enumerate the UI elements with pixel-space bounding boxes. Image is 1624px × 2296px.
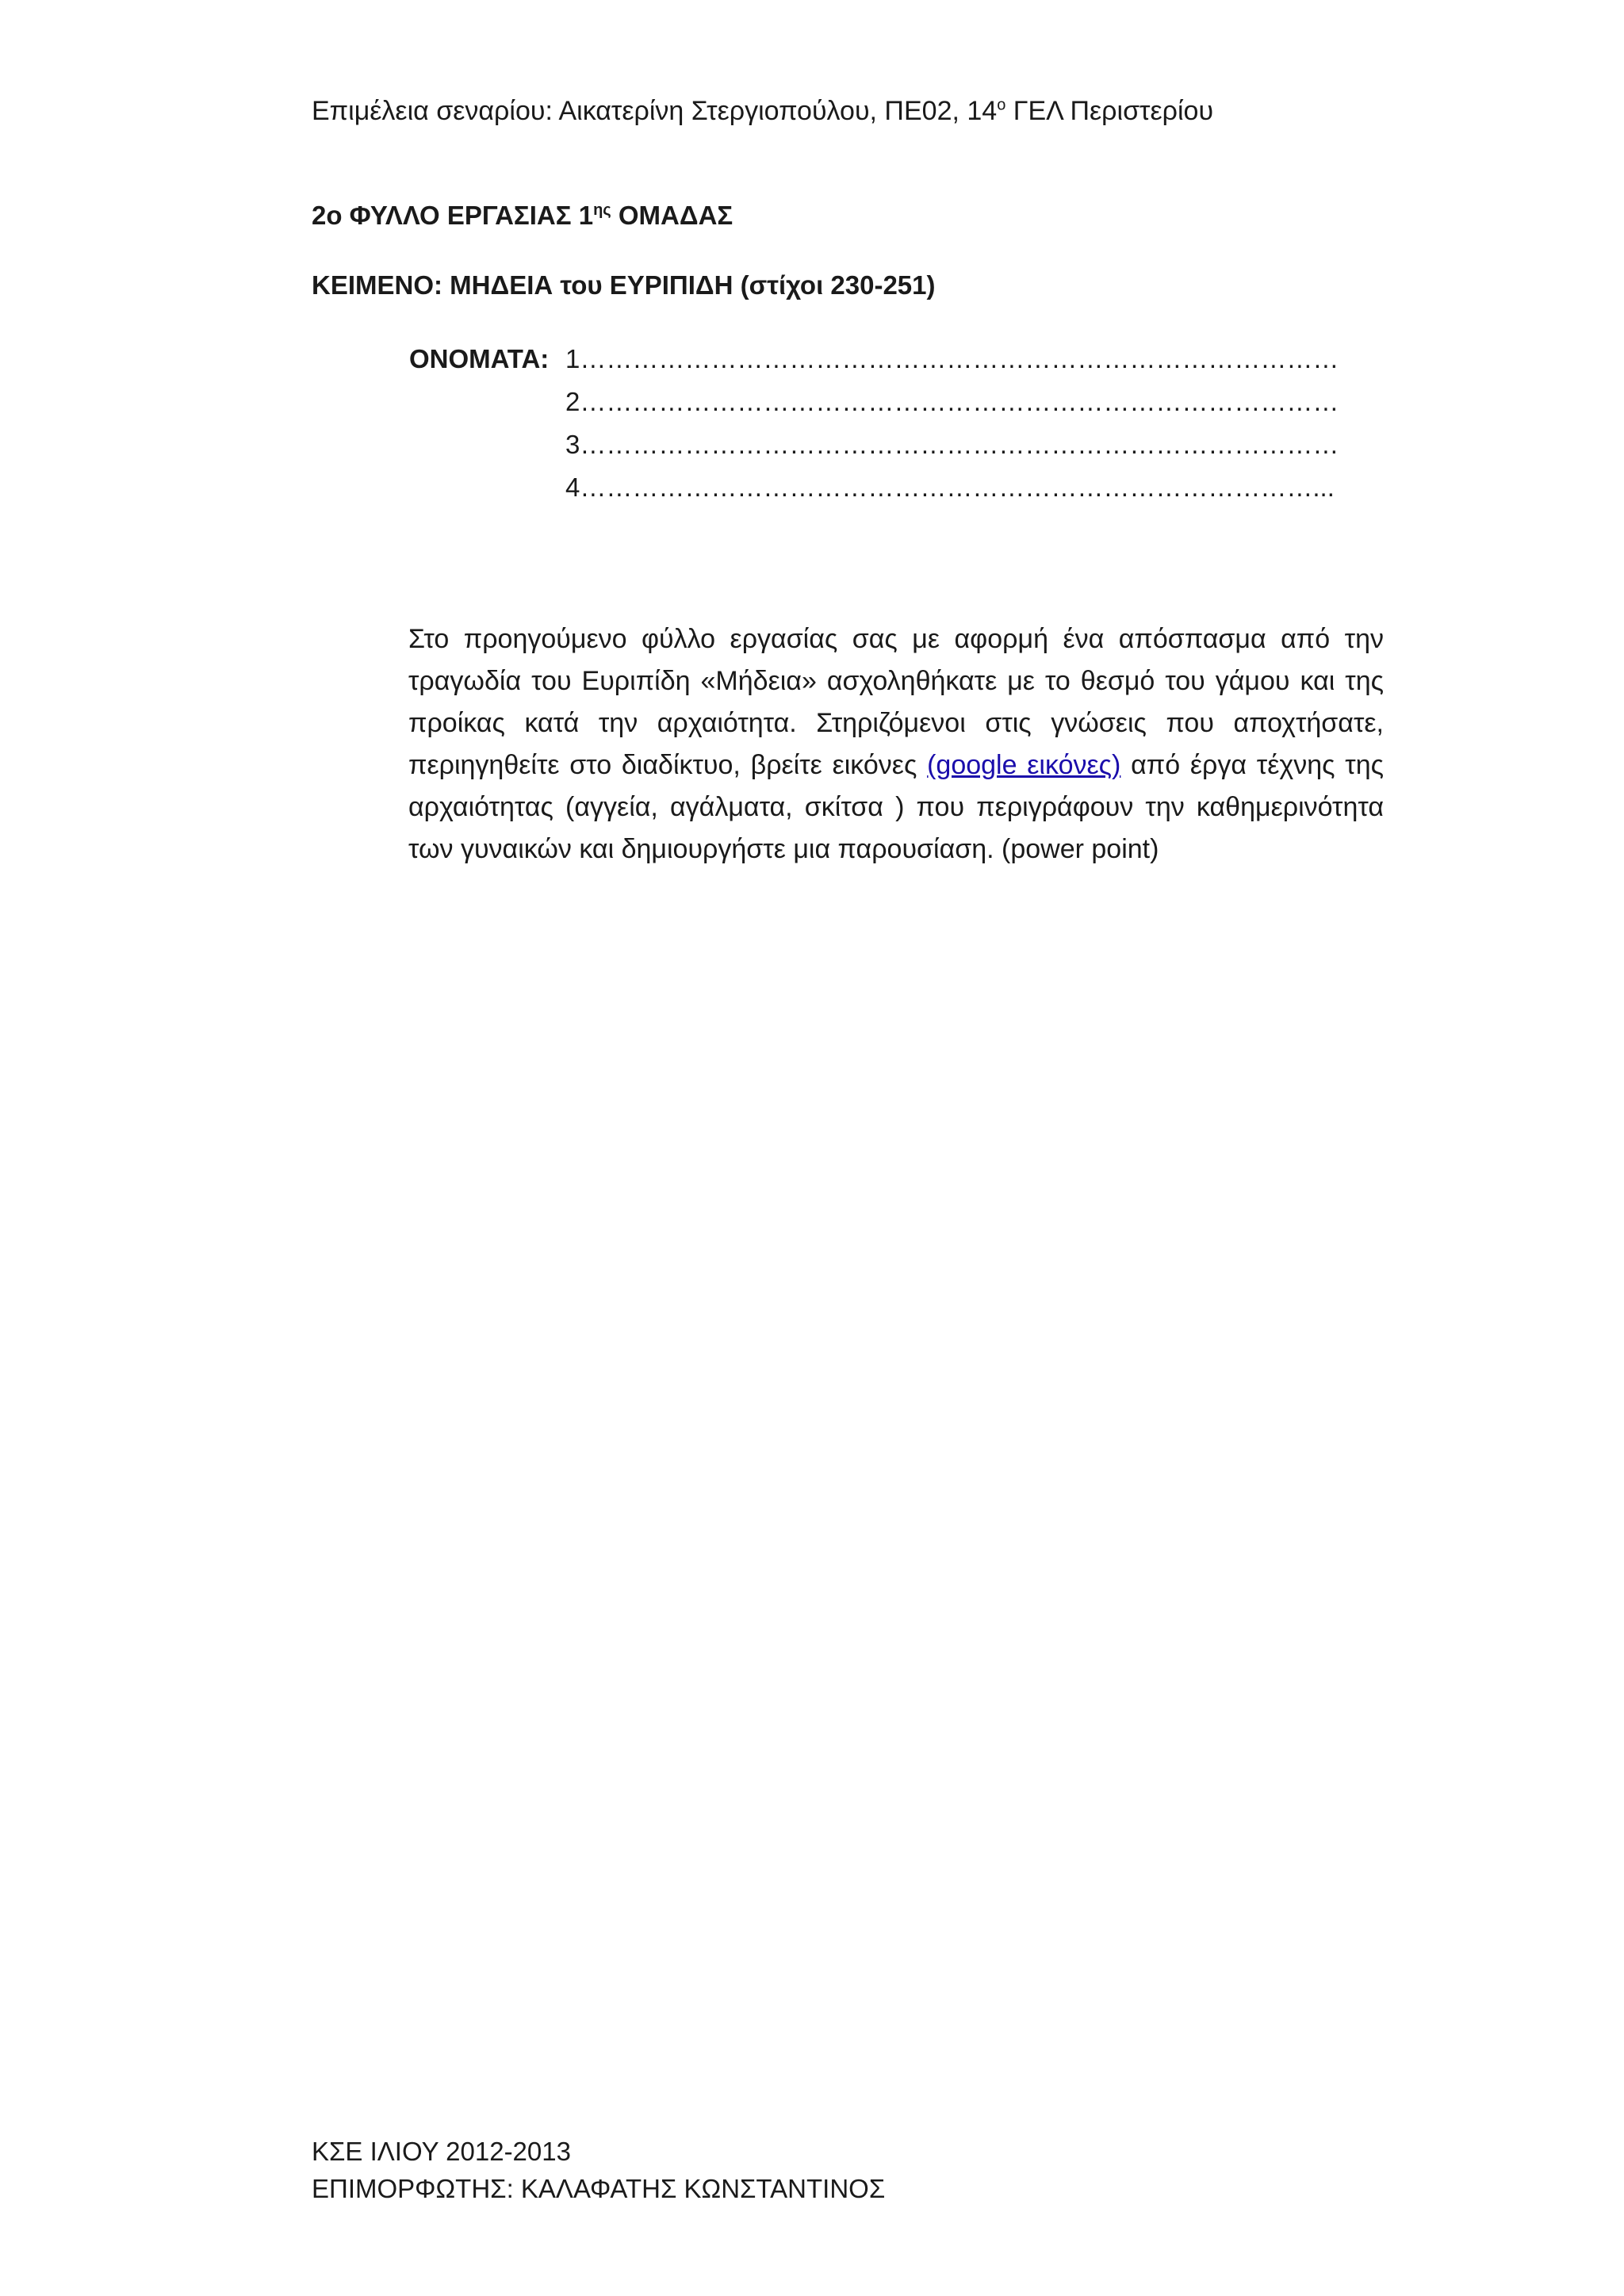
names-row-4: [409, 466, 1339, 509]
header-text: Επιμέλεια σεναρίου: Αικατερίνη Στεργιοπούλου, ΠΕ02, 14: [312, 96, 998, 126]
header-text-end: ΓΕΛ Περιστερίου: [1005, 96, 1214, 126]
name-line-1: 1……………………………………………………………………………: [565, 344, 1339, 373]
footer-line-2: ΕΠΙΜΟΡΦΩΤΗΣ: ΚΑΛΑΦΑΤΗΣ ΚΩΝΣΤΑΝΤΙΝΟΣ: [312, 2174, 886, 2203]
name-line-3: 3……………………………………………………………………………: [565, 430, 1339, 459]
names-block: [409, 338, 1339, 509]
title-text: 2ο ΦΥΛΛΟ ΕΡΓΑΣΙΑΣ 1: [312, 201, 594, 230]
worksheet-subtitle: ΚΕΙΜΕΝΟ: ΜΗΔΕΙΑ του ΕΥΡΙΠΙΔΗ (στίχοι 230-251): [312, 270, 936, 300]
header-superscript: ο: [997, 96, 1006, 114]
names-row-1: [409, 338, 1339, 381]
name-line-4: 4…………………………………………………………………………...: [565, 473, 1335, 502]
name-line-2: 2……………………………………………………………………………: [565, 387, 1339, 416]
names-row-3: [409, 423, 1339, 466]
footer-line-1: ΚΣΕ ΙΛΙΟΥ 2012-2013: [312, 2137, 571, 2166]
page-header: [312, 94, 1213, 128]
names-label: ΟΝΟΜΑΤΑ:: [409, 344, 550, 373]
google-images-link[interactable]: (google εικόνες): [927, 750, 1121, 780]
worksheet-title: [312, 198, 733, 233]
title-superscript: ης: [593, 201, 611, 219]
instructions-paragraph: [408, 618, 1384, 871]
names-row-2: [409, 381, 1339, 423]
title-text-end: ΟΜΑΔΑΣ: [611, 201, 733, 230]
paragraph-text: Στο προηγούμενο φύλλο εργασίας σας με αφορμή ένα απόσπασμα από την τραγωδία του Ευριπίδη «Μήδεια» ασχοληθήκατε με το θεσμό του γάμου και της προίκας κατά την αρχαιότητα. Στηριζόμενοι στις γνώσεις που αποχτήσατε, περιηγηθείτε στο διαδίκτυο, βρείτε εικόνες: [408, 624, 1384, 780]
page-footer: [312, 2133, 885, 2207]
paragraph-text-end: από έργα τέχνης της αρχαιότητας (αγγεία, αγάλματα, σκίτσα ) που περιγράφουν την καθημερινότητα των γυναικών και δημιουργήστε μια παρουσίαση. (power point): [408, 750, 1384, 864]
